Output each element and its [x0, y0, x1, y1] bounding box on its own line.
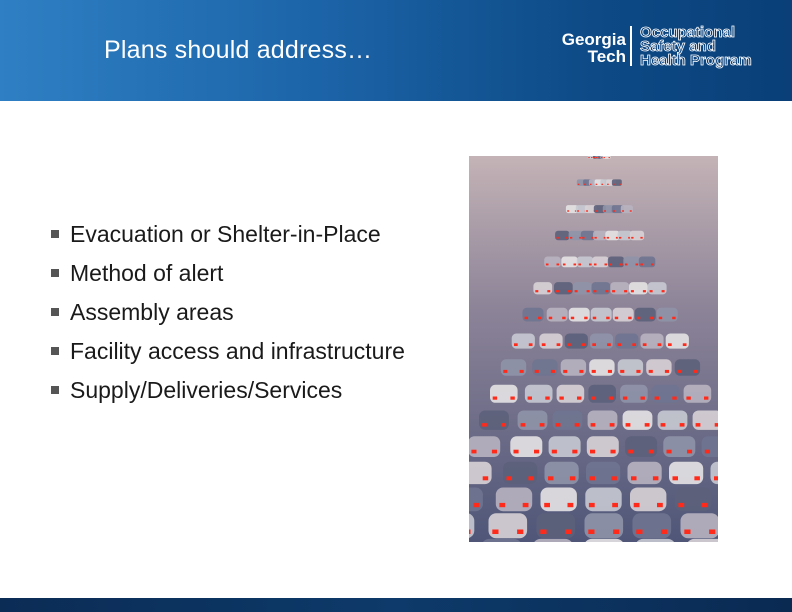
tail-light [613, 210, 615, 211]
tail-light [492, 530, 498, 535]
car-shape [681, 513, 719, 538]
car-shape [545, 462, 579, 484]
tail-light [596, 184, 598, 185]
tail-light [514, 450, 519, 454]
tail-light [568, 503, 574, 507]
tail-light [601, 157, 603, 158]
tail-light [684, 530, 690, 535]
car-shape [469, 462, 492, 484]
car-shape [565, 334, 588, 349]
tail-light [563, 370, 567, 373]
tail-light [587, 290, 590, 292]
tail-light [610, 423, 615, 427]
tail-light [471, 450, 476, 454]
car-shape [610, 282, 629, 294]
tail-light [640, 264, 643, 266]
car-shape [605, 231, 619, 240]
tail-light [678, 503, 684, 507]
tail-light [615, 317, 618, 320]
tail-light [606, 317, 609, 320]
georgia-tech-wordmark: Georgia Tech [561, 30, 626, 66]
tail-light [592, 370, 596, 373]
car-shape [537, 513, 576, 538]
car-shape [554, 282, 573, 294]
tail-light [625, 264, 628, 266]
tail-light [622, 210, 624, 211]
car-shape [663, 436, 695, 457]
tail-light [548, 476, 554, 480]
bullet-item [51, 299, 431, 325]
tail-light [649, 370, 653, 373]
car-shape [623, 411, 653, 430]
tail-light [591, 157, 593, 158]
car-shape [479, 411, 509, 430]
car-shape [590, 334, 613, 349]
tail-light [619, 237, 621, 239]
tail-light [650, 290, 653, 292]
square-bullet-icon [51, 269, 59, 277]
tail-light [562, 317, 565, 320]
tail-light [556, 423, 561, 427]
car-shape [613, 308, 634, 322]
car-shape [635, 539, 676, 542]
car-shape [639, 257, 656, 268]
car-shape [612, 179, 622, 186]
tail-light [604, 210, 606, 211]
car-shape [675, 488, 711, 512]
tail-light [665, 370, 669, 373]
tail-light [482, 423, 487, 427]
car-shape [577, 257, 594, 268]
tail-light [640, 237, 642, 239]
tail-light [469, 530, 471, 535]
tail-light [655, 397, 659, 400]
tail-light [628, 450, 633, 454]
tail-light [593, 290, 596, 292]
car-shape [630, 231, 644, 240]
tail-light [566, 237, 568, 239]
tail-light [556, 290, 559, 292]
tail-light [483, 476, 489, 480]
tail-light [651, 264, 654, 266]
tail-light [643, 343, 647, 346]
tail-light [611, 450, 616, 454]
square-bullet-icon [51, 308, 59, 316]
tail-light [542, 343, 546, 346]
tail-light [557, 237, 559, 239]
tail-light [547, 290, 550, 292]
tail-light [507, 476, 513, 480]
tail-light [636, 370, 640, 373]
tail-light [529, 343, 533, 346]
tail-light [645, 423, 650, 427]
tail-light [599, 157, 601, 158]
tail-light [589, 503, 595, 507]
tail-light [590, 476, 596, 480]
tail-light [619, 184, 621, 185]
tail-light [474, 503, 480, 507]
car-shape [592, 257, 609, 268]
car-shape [585, 513, 624, 538]
tail-light [575, 423, 580, 427]
car-shape [623, 257, 640, 268]
tail-light [565, 530, 571, 535]
tail-light [704, 397, 708, 400]
tail-light [595, 210, 597, 211]
car-shape [496, 488, 532, 512]
car-shape [503, 462, 537, 484]
car-shape [569, 231, 583, 240]
car-shape [635, 308, 656, 322]
tail-light [578, 184, 580, 185]
tail-light [662, 290, 665, 292]
tail-light [661, 423, 666, 427]
tail-light [661, 530, 667, 535]
car-shape [693, 411, 718, 430]
tail-light [613, 184, 615, 185]
tail-light [631, 237, 633, 239]
car-shape [569, 308, 590, 322]
tail-light [501, 423, 506, 427]
car-shape [512, 334, 535, 349]
car-shape [675, 359, 700, 376]
tail-light [589, 264, 592, 266]
car-shape [547, 308, 568, 322]
tail-light [578, 264, 581, 266]
tail-light [705, 450, 710, 454]
car-shape [646, 359, 671, 376]
car-shape [657, 308, 678, 322]
tail-light [672, 317, 675, 320]
tail-light [594, 264, 597, 266]
tail-light [567, 210, 569, 211]
footer-bar [0, 598, 792, 612]
tail-light [571, 317, 574, 320]
tail-light [549, 317, 552, 320]
tail-light [608, 370, 612, 373]
car-shape [630, 488, 666, 512]
car-shape [557, 385, 585, 403]
car-shape [615, 334, 638, 349]
tail-light [668, 343, 672, 346]
tail-light [626, 423, 631, 427]
car-shape [640, 334, 663, 349]
logo-divider [630, 26, 632, 66]
tail-light [641, 397, 645, 400]
tail-light [540, 530, 546, 535]
tail-light [595, 237, 597, 239]
tail-light [623, 397, 627, 400]
tail-light [601, 184, 603, 185]
car-shape [702, 436, 718, 457]
car-shape [541, 488, 577, 512]
tail-light [693, 370, 697, 373]
tail-light [525, 317, 528, 320]
tail-light [657, 503, 663, 507]
tail-light [572, 450, 577, 454]
car-shape [669, 462, 703, 484]
tail-light [607, 237, 609, 239]
car-shape [592, 282, 611, 294]
tail-light [593, 317, 596, 320]
car-shape [618, 359, 643, 376]
bullet-item [51, 260, 431, 286]
car-shape [555, 231, 569, 240]
tail-light [534, 450, 539, 454]
car-shape [608, 257, 625, 268]
tail-light [535, 290, 538, 292]
tail-light [588, 530, 594, 535]
tail-light [591, 423, 596, 427]
tail-light [559, 397, 563, 400]
tail-light [605, 290, 608, 292]
tail-light [591, 397, 595, 400]
tail-light [575, 290, 578, 292]
tail-light [588, 157, 590, 158]
tail-light [545, 397, 549, 400]
tail-light [570, 237, 572, 239]
car-shape [652, 385, 680, 403]
tail-light [694, 476, 700, 480]
tail-light [687, 450, 692, 454]
car-shape [561, 359, 586, 376]
tail-light [552, 450, 557, 454]
tail-light [673, 476, 679, 480]
tail-light [551, 370, 555, 373]
tail-light [577, 210, 579, 211]
car-shape [648, 282, 667, 294]
traffic-illustration [469, 156, 718, 542]
car-shape [544, 257, 561, 268]
tail-light [605, 264, 608, 266]
tail-light [686, 397, 690, 400]
car-shape [489, 513, 528, 538]
square-bullet-icon [51, 230, 59, 238]
tail-light [612, 290, 615, 292]
tail-light [528, 476, 534, 480]
tail-light [544, 503, 550, 507]
tail-light [715, 423, 718, 427]
tail-light [586, 210, 588, 211]
tail-light [523, 503, 529, 507]
car-shape [469, 488, 483, 512]
tail-light [557, 264, 560, 266]
car-shape [620, 385, 648, 403]
georgia-tech-logo [546, 26, 786, 74]
car-shape [553, 411, 583, 430]
tail-light [672, 397, 676, 400]
tail-light [521, 423, 526, 427]
tail-light [609, 264, 612, 266]
tail-light [584, 184, 586, 185]
tail-light [632, 343, 636, 346]
tail-light [696, 423, 701, 427]
tail-light [613, 530, 619, 535]
slide-title: Plans should address… [104, 36, 373, 64]
bullet-list [51, 221, 431, 416]
bullet-text: Supply/Deliveries/Services [70, 377, 343, 403]
car-shape [561, 257, 578, 268]
car-shape [629, 282, 648, 294]
tail-light [540, 423, 545, 427]
car-shape [510, 436, 542, 457]
program-name: Occupational Safety and Health Program [640, 24, 752, 69]
car-shape [518, 411, 548, 430]
car-shape [589, 359, 614, 376]
tail-light [667, 450, 672, 454]
tail-light [636, 530, 642, 535]
tail-light [563, 264, 566, 266]
tail-light [503, 370, 507, 373]
tail-light [611, 476, 617, 480]
square-bullet-icon [51, 386, 59, 394]
tail-light [659, 317, 662, 320]
tail-light [604, 157, 606, 158]
car-shape [533, 282, 552, 294]
tail-light [714, 476, 718, 480]
tail-light [570, 476, 576, 480]
tail-light [499, 503, 505, 507]
tail-light [546, 264, 549, 266]
car-shape [666, 334, 689, 349]
car-shape [588, 411, 618, 430]
tail-light [596, 157, 598, 158]
car-shape [588, 385, 616, 403]
tail-light [709, 530, 715, 535]
tail-light [535, 370, 539, 373]
tail-light [590, 450, 595, 454]
tail-light [683, 343, 687, 346]
tail-light [493, 397, 497, 400]
car-shape [469, 436, 500, 457]
tail-light [607, 343, 611, 346]
tail-light [584, 317, 587, 320]
tail-light [492, 450, 497, 454]
car-shape [581, 231, 595, 240]
tail-light [538, 317, 541, 320]
tail-light [702, 503, 708, 507]
tail-light [636, 264, 639, 266]
bullet-item [51, 338, 431, 364]
bullet-text: Method of alert [70, 260, 224, 286]
car-shape [587, 436, 619, 457]
traffic-photo [469, 156, 718, 542]
bullet-item [51, 221, 431, 247]
tail-light [517, 530, 523, 535]
tail-light [557, 343, 561, 346]
bullet-text: Evacuation or Shelter-in-Place [70, 221, 381, 247]
tail-light [658, 343, 662, 346]
tail-light [582, 343, 586, 346]
bullet-text: Facility access and infrastructure [70, 338, 405, 364]
bullet-item [51, 377, 431, 403]
tail-light [628, 317, 631, 320]
car-shape [658, 411, 688, 430]
bullet-text: Assembly areas [70, 299, 234, 325]
tail-light [592, 343, 596, 346]
car-shape [532, 359, 557, 376]
square-bullet-icon [51, 347, 59, 355]
tail-light [634, 503, 640, 507]
car-shape [585, 488, 621, 512]
tail-light [514, 343, 518, 346]
car-shape [625, 436, 657, 457]
car-shape [533, 539, 574, 542]
tail-light [510, 397, 514, 400]
tail-light [620, 370, 624, 373]
car-shape [584, 539, 625, 542]
tail-light [649, 450, 654, 454]
tail-light [631, 476, 637, 480]
tail-light [677, 370, 681, 373]
tail-light [567, 343, 571, 346]
tail-light [630, 210, 632, 211]
tail-light [574, 264, 577, 266]
tail-light [618, 343, 622, 346]
tail-light [643, 290, 646, 292]
tail-light [520, 370, 524, 373]
tail-light [680, 423, 685, 427]
tail-light [568, 290, 571, 292]
tail-light [528, 397, 532, 400]
car-shape [573, 282, 592, 294]
car-shape [593, 231, 607, 240]
tail-light [582, 237, 584, 239]
car-shape [539, 334, 562, 349]
tail-light [594, 157, 596, 158]
car-shape [525, 385, 553, 403]
tail-light [620, 264, 623, 266]
tail-light [609, 397, 613, 400]
tail-light [607, 184, 609, 185]
car-shape [490, 385, 518, 403]
tail-light [650, 317, 653, 320]
tail-light [579, 370, 583, 373]
car-shape [711, 462, 719, 484]
car-shape [633, 513, 672, 538]
tail-light [637, 317, 640, 320]
car-shape [501, 359, 526, 376]
tail-light [624, 290, 627, 292]
car-shape [621, 205, 633, 213]
car-shape [591, 308, 612, 322]
tail-light [577, 397, 581, 400]
car-shape [523, 308, 544, 322]
car-shape [628, 462, 662, 484]
header-banner [0, 0, 792, 101]
car-shape [684, 385, 712, 403]
car-shape [549, 436, 581, 457]
tail-light [653, 476, 659, 480]
car-shape [586, 462, 620, 484]
tail-light [609, 157, 611, 158]
car-shape [618, 231, 632, 240]
tail-light [631, 290, 634, 292]
car-shape [481, 539, 522, 542]
tail-light [590, 184, 592, 185]
tail-light [612, 503, 618, 507]
